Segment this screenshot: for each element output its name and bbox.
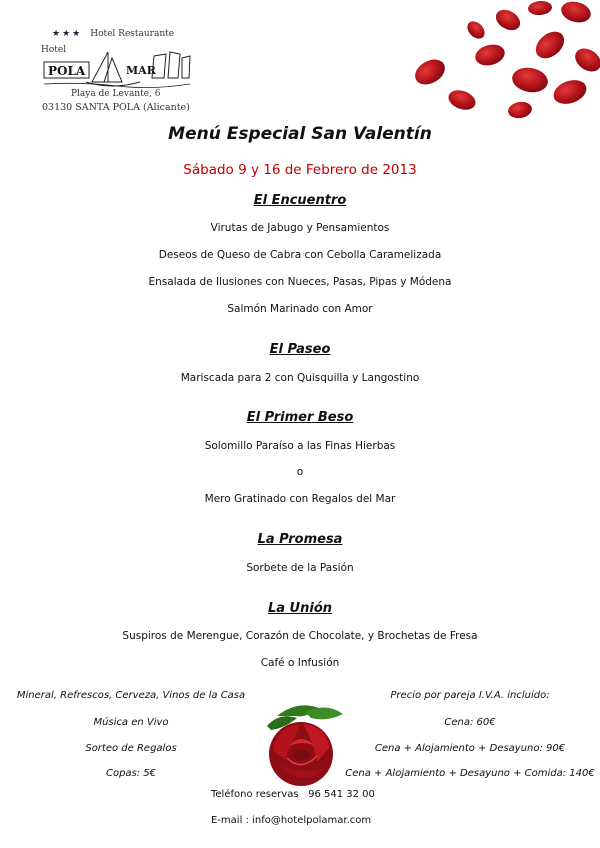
menu-item-or: o bbox=[296, 466, 304, 478]
menu-item: Sorbete de la Pasión bbox=[246, 562, 354, 574]
hotel-header-line bbox=[52, 29, 174, 39]
menu-item: Suspiros de Merengue, Corazón de Chocolate, y Brochetas de Fresa bbox=[122, 630, 478, 642]
price-line: Cena: 60€ bbox=[444, 717, 496, 728]
hotel-address-line2: 03130 SANTA POLA (Alicante) bbox=[42, 102, 190, 113]
rose-petals-icon bbox=[380, 0, 600, 125]
hotel-stars: ★★★ bbox=[52, 29, 83, 39]
section-heading-union: La Unión bbox=[267, 601, 333, 616]
hotel-restaurante-label: Hotel Restaurante bbox=[90, 29, 175, 39]
section-heading-primer-beso: El Primer Beso bbox=[246, 410, 354, 425]
red-rose-icon bbox=[257, 698, 347, 793]
phone-reservas: Teléfono reservas 96 541 32 00 bbox=[211, 789, 375, 800]
hotel-logo-block bbox=[34, 26, 204, 116]
section-heading-promesa: La Promesa bbox=[257, 532, 343, 547]
sailboat-logo-icon bbox=[42, 48, 192, 90]
extra-item: Mineral, Refrescos, Cerveza, Vinos de la Casa bbox=[16, 690, 246, 701]
menu-title: Menú Especial San Valentín bbox=[168, 124, 432, 144]
menu-item: Mero Gratinado con Regalos del Mar bbox=[204, 493, 396, 505]
email-link[interactable]: E-mail : info@hotelpolamar.com bbox=[211, 815, 372, 826]
menu-item: Virutas de Jabugo y Pensamientos bbox=[210, 222, 390, 234]
menu-item: Deseos de Queso de Cabra con Cebolla Caramelizada bbox=[158, 249, 442, 261]
extra-item: Música en Vivo bbox=[93, 717, 169, 728]
logo-mar-text: MAR bbox=[126, 64, 156, 77]
extra-item: Sorteo de Regalos bbox=[85, 743, 177, 754]
price-heading: Precio por pareja I.V.A. incluido: bbox=[390, 690, 550, 701]
section-heading-paseo: El Paseo bbox=[269, 342, 331, 357]
menu-item: Solomillo Paraíso a las Finas Hierbas bbox=[204, 440, 396, 452]
menu-item: Salmón Marinado con Amor bbox=[227, 303, 373, 315]
logo-hotel-text: Hotel bbox=[41, 45, 67, 55]
logo-pola-text: POLA bbox=[48, 64, 86, 78]
price-line: Cena + Alojamiento + Desayuno + Comida: 140€ bbox=[345, 768, 595, 779]
extra-item: Copas: 5€ bbox=[105, 768, 157, 779]
menu-item: Café o Infusión bbox=[260, 657, 340, 669]
menu-item: Ensalada de Ilusiones con Nueces, Pasas, Pipas y Módena bbox=[148, 276, 452, 288]
section-heading-encuentro: El Encuentro bbox=[253, 193, 347, 208]
menu-date: Sábado 9 y 16 de Febrero de 2013 bbox=[183, 162, 417, 178]
price-line: Cena + Alojamiento + Desayuno: 90€ bbox=[374, 743, 566, 754]
hotel-address-line1: Playa de Levante, 6 bbox=[71, 89, 161, 99]
menu-item: Mariscada para 2 con Quisquilla y Langostino bbox=[180, 372, 420, 384]
